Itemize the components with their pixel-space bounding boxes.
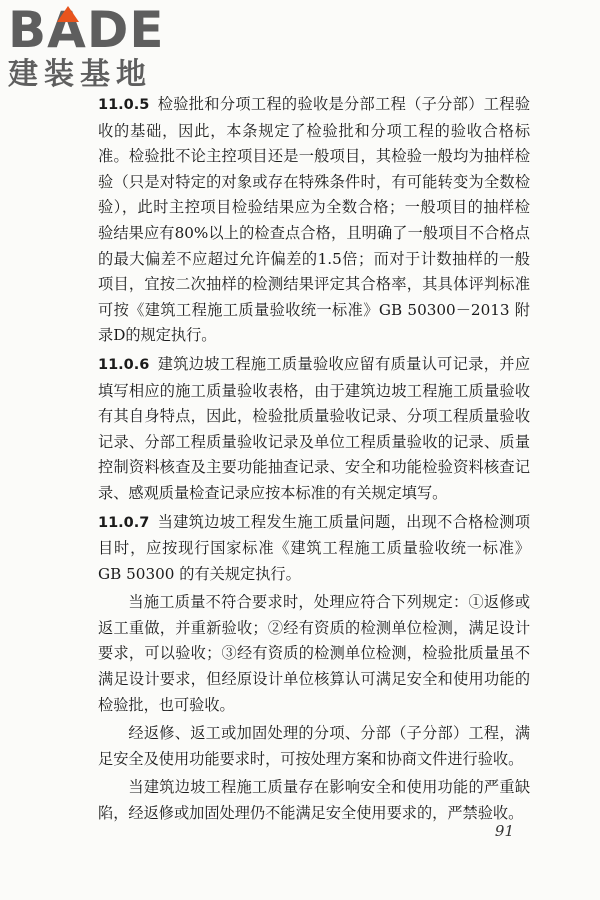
document-body xyxy=(98,92,530,827)
clause-11-0-5 xyxy=(98,92,530,349)
body-paragraph: 当建筑边坡工程施工质量存在影响安全和使用功能的严重缺陷，经返修或加固处理仍不能满足安全使用要求的，严禁验收。 xyxy=(98,778,530,823)
logo xyxy=(8,1,178,92)
body-paragraph: 经返修、返工或加固处理的分项、分部（子分部）工程，满足安全及使用功能要求时，可按处理方案和协商文件进行验收。 xyxy=(98,724,530,768)
clause-text: 当建筑边坡工程发生施工质量问题，出现不合格检测项目时，应按现行国家标准《建筑工程施工质量验收统一标准》GB 50300 的有关规定执行。 xyxy=(98,512,530,583)
clause-11-0-7 xyxy=(98,510,530,588)
body-paragraph: 当施工质量不符合要求时，处理应符合下列规定：①返修或返工重做，并重新验收；②经有资质的检测单位检测，满足设计要求，可以验收；③经有资质的检测单位检测，检验批质量虽不满足设计要求，但经原设计单位核算认可满足安全和使用功能的检验批，也可验收。 xyxy=(98,593,530,714)
logo-brand: BADE xyxy=(8,1,165,59)
clause-number: 11.0.7 xyxy=(98,514,150,531)
clause-text: 检验批和分项工程的验收是分部工程（子分部）工程验收的基础，因此，本条规定了检验批和分项工程的验收合格标准。检验批不论主控项目还是一般项目，其检验一般均为抽样检验（只是对特定的对象或存在特殊条件时，有可能转变为全数检验），此时主控项目检验结果应为全数合格；一般项目的抽样检验结果应有80%以上的检查点合格，且明确了一般项目不合格点的最大偏差不应超过允许偏差的1.5倍；而对于计数抽样的一般项目，宜按二次抽样的检测结果评定其合格率，其具体评判标准可按《建筑工程施工质量验收统一标准》GB 50300－2013 附录D的规定执行。 xyxy=(98,95,530,345)
logo-roof-mark: A xyxy=(47,1,87,59)
clause-number: 11.0.6 xyxy=(98,356,150,373)
clause-text: 建筑边坡工程施工质量验收应留有质量认可记录，并应填写相应的施工质量验收表格，由于建筑边坡工程施工质量验收有其自身特点，因此，检验批质量验收记录、分项工程质量验收记录、分部工程质量验收记录及单位工程质量验收的记录、质量控制资料核查及主要功能抽查记录、安全和功能检验资料核查记录、感观质量检查记录应按本标准的有关规定填写。 xyxy=(98,354,530,502)
page-number: 91 xyxy=(494,822,514,840)
clause-11-0-6 xyxy=(98,352,530,507)
clause-number: 11.0.5 xyxy=(98,97,150,113)
logo-tagline: 建装基地 xyxy=(8,57,152,92)
